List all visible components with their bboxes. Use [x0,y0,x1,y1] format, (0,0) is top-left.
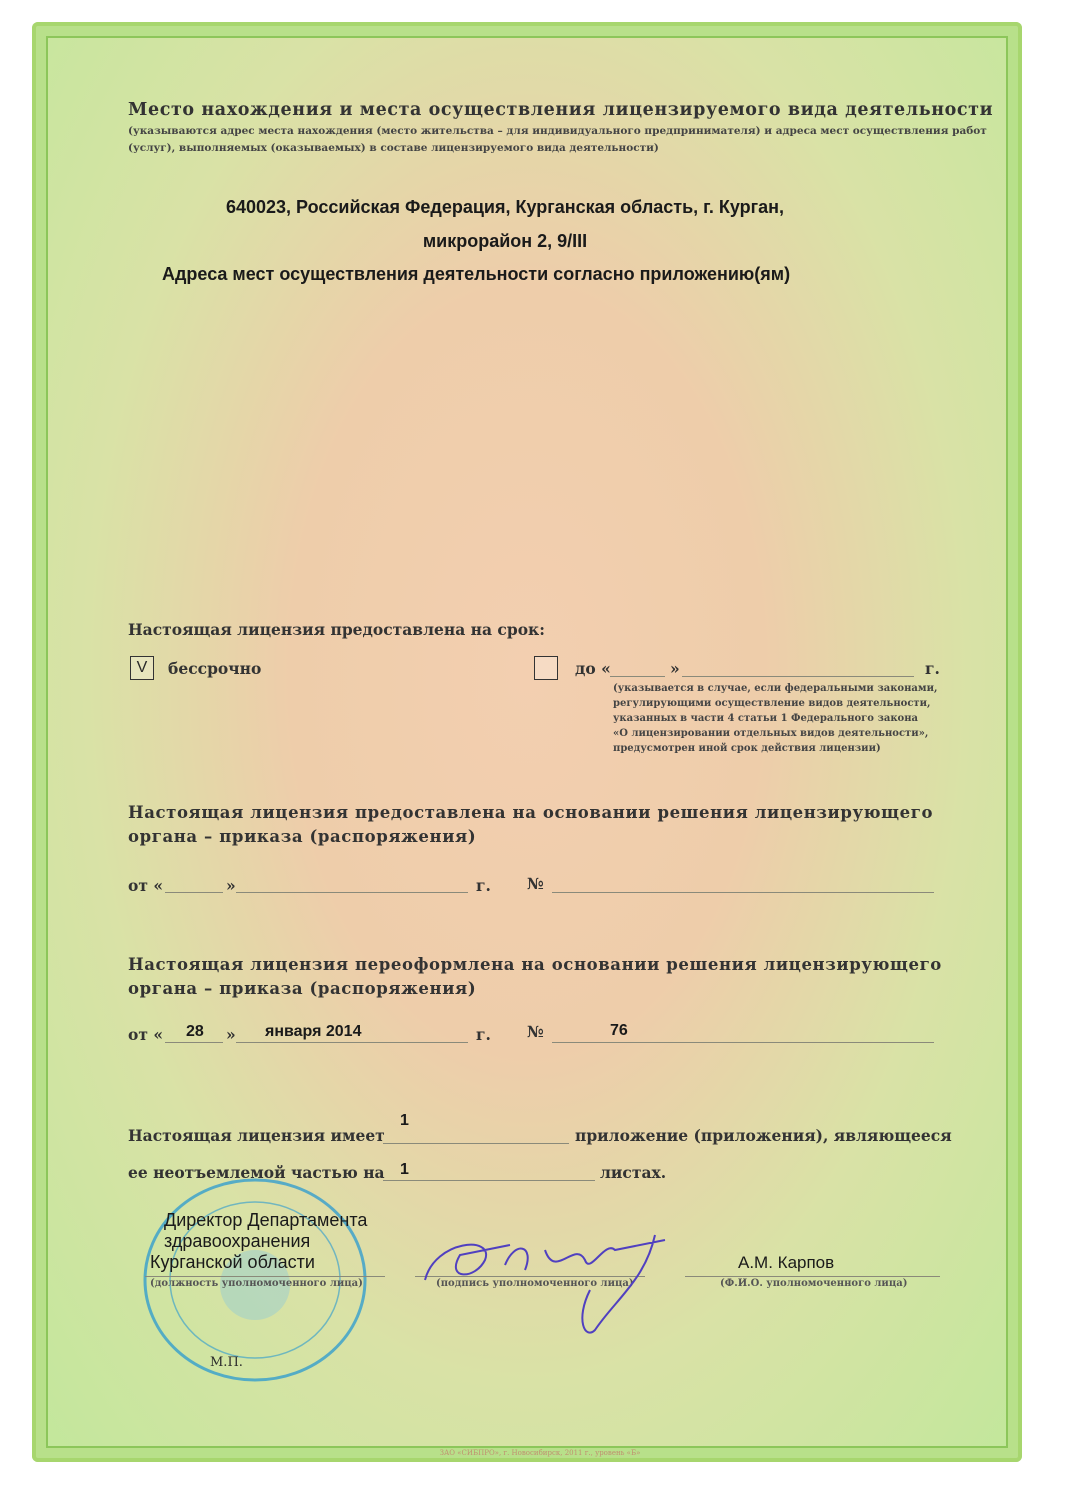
term-note: предусмотрен иной срок действия лицензии) [613,743,881,754]
reissued-no-label: № [527,1022,544,1041]
appendix-count: 1 [400,1112,409,1129]
reissued-title: органа – приказа (распоряжения) [128,979,477,998]
granted-no-label: № [527,874,544,893]
reissued-date: января 2014 [265,1023,362,1040]
handwritten-signature [415,1220,695,1340]
appendix-sheets: 1 [400,1161,409,1178]
position-line: здравоохранения [164,1231,311,1251]
granted-title: Настоящая лицензия предоставлена на основании решения лицензирующего [128,803,934,822]
granted-quote: » [226,876,236,895]
section-note: (указываются адрес места нахождения (место жительства – для индивидуального предпринимателя) и адреса мест осуществления работ [128,125,987,137]
appendix-line2: ее неотъемлемой частью на [128,1163,385,1182]
term-note: указанных в части 4 статьи 1 Федерального закона [613,713,919,724]
granted-year: г. [476,876,491,895]
address-line: 640023, Российская Федерация, Курганская область, г. Курган, [225,197,785,217]
appendix-suffix2: листах. [600,1163,667,1182]
granted-from: от « [128,876,164,895]
indefinite-label: бессрочно [168,659,262,678]
position-caption: (должность уполномоченного лица) [150,1278,363,1289]
section-note: (услуг), выполняемых (оказываемых) в составе лицензируемого вида деятельности) [128,142,659,154]
section-title: Место нахождения и места осуществления лицензируемого вида деятельности [128,100,994,120]
until-quote: » [670,659,680,678]
term-title: Настоящая лицензия предоставлена на срок: [128,620,545,639]
until-year: г. [925,659,940,678]
until-prefix: до « [575,659,611,678]
term-note: «О лицензировании отдельных видов деятельности», [613,728,929,739]
address-note: Адреса мест осуществления деятельности согласно приложению(ям) [162,264,791,284]
reissued-day: 28 [186,1023,204,1040]
granted-title: органа – приказа (распоряжения) [128,827,477,846]
signatory-name: А.М. Карпов [738,1253,835,1272]
name-caption: (Ф.И.О. уполномоченного лица) [720,1278,908,1289]
seal-label: М.П. [210,1355,243,1370]
reissued-from: от « [128,1025,164,1044]
reissued-title: Настоящая лицензия переоформлена на основании решения лицензирующего [128,955,942,974]
appendix-suffix: приложение (приложения), являющееся [575,1126,952,1145]
until-checkbox[interactable] [534,656,558,680]
appendix-prefix: Настоящая лицензия имеет [128,1126,385,1145]
term-note: (указывается в случае, если федеральными законами, [613,683,938,694]
indefinite-checkbox[interactable]: V [130,656,154,680]
address-line: микрорайон 2, 9/III [422,231,588,251]
term-note: регулирующими осуществление видов деятельности, [613,698,931,709]
reissued-year: г. [476,1025,491,1044]
reissued-quote: » [226,1025,236,1044]
reissued-number: 76 [610,1022,628,1039]
printer-footer: ЗАО «СИБПРО», г. Новосибирск, 2011 г., уровень «Б» [439,1449,641,1457]
position-line: Директор Департамента [164,1210,368,1230]
position-line: Курганской области [150,1252,315,1272]
signature-caption: (подпись уполномоченного лица) [436,1278,634,1289]
